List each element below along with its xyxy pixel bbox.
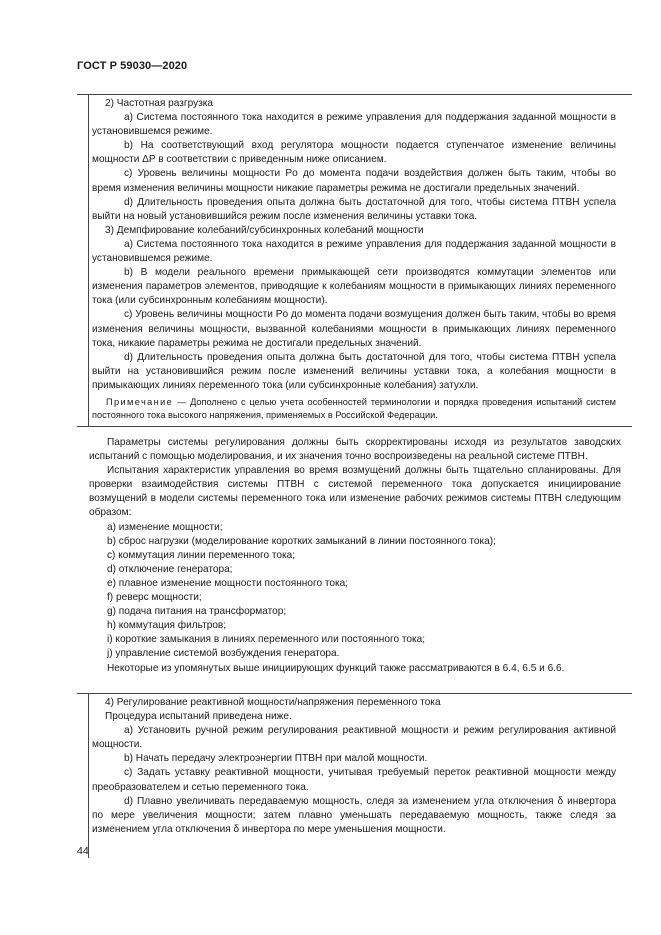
list-item: e) плавное изменение мощности постоянного тока; (107, 577, 349, 589)
main-body (89, 436, 621, 676)
paragraph: c) Задать уставку реактивной мощности, учитывая требуемый переток реактивной мощности между преобразователем и сетью переменного тока. (92, 767, 616, 793)
item-frequency-unloading: 2) Частотная разгрузка (105, 98, 213, 109)
list-item: b) сброс нагрузки (моделирование коротких замыканий в линии постоянного тока); (107, 535, 496, 547)
paragraph: Испытания характеристик управления во время возмущений должны быть тщательно спланированы. Для проверки взаимодействия системы ПТВН с системой переменного тока допускается инициирование возмущений в модели системы переменного тока или изменение рабочих режимов системы ПТВН следующим образом: (89, 465, 621, 519)
paragraph: a) Установить ручной режим регулирования реактивной мощности и режим регулирования активной мощности. (92, 725, 616, 751)
paragraph: Параметры системы регулирования должны быть скорректированы исходя из результатов заводских испытаний с помощью моделирования, и их значения точно воспроизведены на реальной системе ПТВН. (89, 437, 621, 463)
paragraph: a) Система постоянного тока находится в режиме управления для поддержания заданной мощности в установившемся режиме. (92, 238, 616, 265)
paragraph: b) В модели реального времени примыкающей сети производятся коммутации элементов или изменения параметров элементов, приводящие к колебаниям мощности в примыкающих линиях переменного тока (или субсинхронным колебаниям мощности). (92, 267, 616, 307)
paragraph: c) Уровень величины мощности Pо до момента подачи возмущения должен быть таким, чтобы во время изменения величины мощности, вызванной колебаниями мощности в примыкающих линиях переменного тока, никакие параметры режима не достигали предельных значений. (92, 309, 616, 349)
paragraph: Процедура испытаний приведена ниже. (105, 711, 292, 723)
list-item: a) изменение мощности; (107, 521, 223, 533)
note-label: Примечание (106, 396, 174, 407)
list-item: h) коммутация фильтров; (107, 620, 227, 632)
list-item: f) реверс мощности; (107, 592, 202, 604)
paragraph: c) Уровень величины мощности Pо до момента подачи воздействия должен быть таким, чтобы во время изменения величины мощности никакие параметры режима не достигали предельных значений. (92, 168, 616, 194)
item-oscillation-damping: 3) Демпфирование колебаний/субсинхронных колебаний мощности (105, 224, 424, 236)
paragraph: b) На соответствующий вход регулятора мощности подается ступенчатое изменение величины мощности ΔP в соответствии с приведенным ниже описанием. (92, 140, 616, 166)
paragraph: d) Длительность проведения опыта должна быть достаточной для того, чтобы система ПТВН успела выйти на установившийся режим после изменений величины уставки тока, а колебания мощности в примыкающих линиях переменного тока (или субсинхронные колебания) затухли. (92, 351, 616, 391)
paragraph: a) Система постоянного тока находится в режиме управления для поддержания заданной мощности в установившемся режиме. (92, 112, 616, 138)
item-reactive-power-regulation: 4) Регулирование реактивной мощности/напряжения переменного тока (105, 697, 441, 708)
note-text: — Дополнено с целью учета особенностей терминологии и порядка проведения испытаний систем постоянного тока высокого напряжения, применяемых в Российской Федерации. (92, 396, 616, 421)
document-header: ГОСТ Р 59030—2020 (77, 60, 188, 72)
note (92, 396, 616, 422)
paragraph: b) Начать передачу электроэнергии ПТВН при малой мощности. (124, 753, 428, 765)
amended-section-box2 (92, 696, 616, 837)
amended-section-box1 (92, 97, 616, 422)
paragraph: d) Плавно увеличивать передаваемую мощность, следя за изменением угла отключения δ инвертора по мере увеличения мощности; затем плавно уменьшать передаваемую мощность, также следя за изменением угла отключения δ инвертора по мере уменьшения мощности. (92, 795, 616, 835)
list-item: i) короткие замыкания в линиях переменного или постоянного тока; (107, 634, 426, 646)
list-item: c) коммутация линии переменного тока; (107, 549, 296, 561)
box1-bottom-rule (77, 426, 632, 427)
paragraph: Некоторые из упомянутых выше инициирующих функций также рассматриваются в 6.4, 6.5 и 6.6. (107, 662, 565, 674)
list-item: j) управление системой возбуждения генератора. (107, 648, 340, 660)
list-item: g) подача питания на трансформатор; (107, 606, 287, 618)
page-number: 44 (77, 845, 89, 857)
list-item: d) отключение генератора; (107, 563, 233, 575)
paragraph: d) Длительность проведения опыта должна быть достаточной для того, чтобы система ПТВН успела выйти на новый установившийся режим после изменения величины уставки тока. (92, 196, 616, 222)
